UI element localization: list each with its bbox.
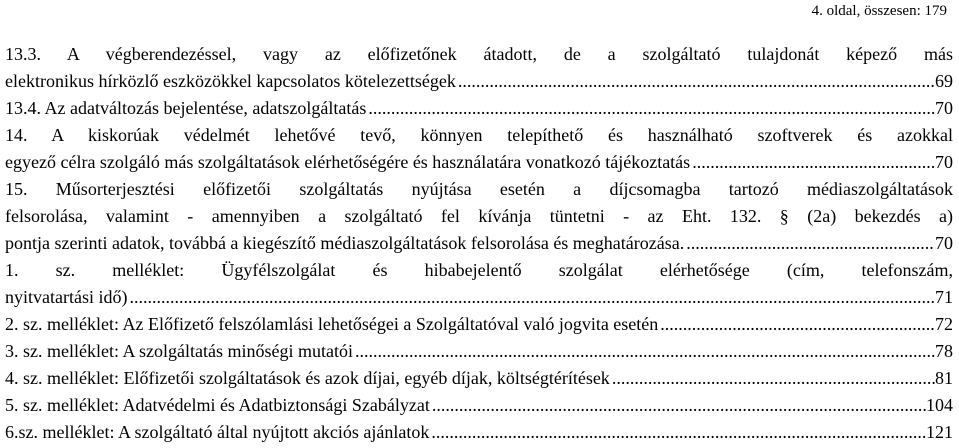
toc-page-number: 72 xyxy=(935,314,953,334)
dot-leader xyxy=(429,419,926,446)
toc-entry[interactable] xyxy=(5,41,953,95)
toc-entry-text: 13.4. Az adatváltozás bejelentése, adatszolgáltatás xyxy=(5,98,367,118)
dot-leader xyxy=(658,311,935,338)
toc-entry-text: 15. Műsorterjesztési előfizetői szolgáltatás nyújtása esetén a díjcsomagba tartozó médiaszolgáltatások xyxy=(5,179,953,199)
toc-entry-text: egyező célra szolgáló más szolgáltatások elérhetőségére és használatára vonatkozó tájékoztatás xyxy=(5,152,691,172)
toc-entry[interactable] xyxy=(5,122,953,176)
toc-entry-text: 4. sz. melléklet: Előfizetői szolgáltatások és azok díjai, egyéb díjak, költségtérítések xyxy=(5,368,610,388)
toc-entry-text: 14. A kiskorúak védelmét lehetővé tevő, könnyen telepíthető és használható szoftverek és azokkal xyxy=(5,125,953,145)
toc-entry[interactable] xyxy=(5,365,953,392)
toc-entry[interactable] xyxy=(5,257,953,311)
toc-page-number: 71 xyxy=(935,287,953,307)
dot-leader xyxy=(366,95,935,122)
toc-entry-text: elektronikus hírközlő eszközökkel kapcsolatos kötelezettségek xyxy=(5,71,456,91)
toc-entry[interactable] xyxy=(5,311,953,338)
dot-leader xyxy=(353,338,935,365)
toc-entry-text: pontja szerinti adatok, továbbá a kiegészítő médiaszolgáltatások felsorolása és meghatározása. xyxy=(5,233,685,253)
toc-entry-text: 3. sz. melléklet: A szolgáltatás minőségi mutatói xyxy=(5,341,353,361)
toc-page-number: 70 xyxy=(935,98,953,118)
dot-leader xyxy=(430,392,926,419)
dot-leader xyxy=(610,365,935,392)
toc-page-number: 70 xyxy=(935,233,953,253)
dot-leader xyxy=(690,149,935,176)
toc-page-number: 104 xyxy=(926,395,953,415)
toc-entry[interactable] xyxy=(5,95,953,122)
dot-leader xyxy=(127,284,935,311)
toc-entry-text: 6.sz. melléklet: A szolgáltató által nyújtott akciós ajánlatok xyxy=(5,422,430,442)
toc-entry[interactable] xyxy=(5,392,953,419)
toc-entry[interactable] xyxy=(5,419,953,446)
dot-leader xyxy=(456,68,935,95)
toc-entry-text: nyitvatartási idő) xyxy=(5,287,128,307)
toc-page-number: 70 xyxy=(935,152,953,172)
table-of-contents xyxy=(5,41,953,446)
toc-entry-text: 1. sz. melléklet: Ügyfélszolgálat és hibabejelentő szolgálat elérhetősége (cím, telefonszám, xyxy=(5,260,953,280)
toc-entry-text: felsorolása, valamint - amennyiben a szolgáltató fel kívánja tüntetni - az Eht. 132. § (2a) bekezdés a) xyxy=(5,206,953,226)
toc-page-number: 69 xyxy=(935,71,953,91)
toc-entry-text: 13.3. A végberendezéssel, vagy az előfizetőnek átadott, de a szolgáltató tulajdonát képező más xyxy=(5,44,953,64)
dot-leader xyxy=(684,230,935,257)
toc-entry[interactable] xyxy=(5,176,953,257)
toc-entry-text: 2. sz. melléklet: Az Előfizető felszólamlási lehetőségei a Szolgáltatóval való jogvita esetén xyxy=(5,314,659,334)
toc-entry[interactable] xyxy=(5,338,953,365)
toc-entry-text: 5. sz. melléklet: Adatvédelmi és Adatbiztonsági Szabályzat xyxy=(5,395,430,415)
toc-page-number: 78 xyxy=(935,341,953,361)
toc-page-number: 121 xyxy=(926,422,953,442)
toc-page-number: 81 xyxy=(935,368,953,388)
page-indicator: 4. oldal, összesen: 179 xyxy=(811,3,947,19)
